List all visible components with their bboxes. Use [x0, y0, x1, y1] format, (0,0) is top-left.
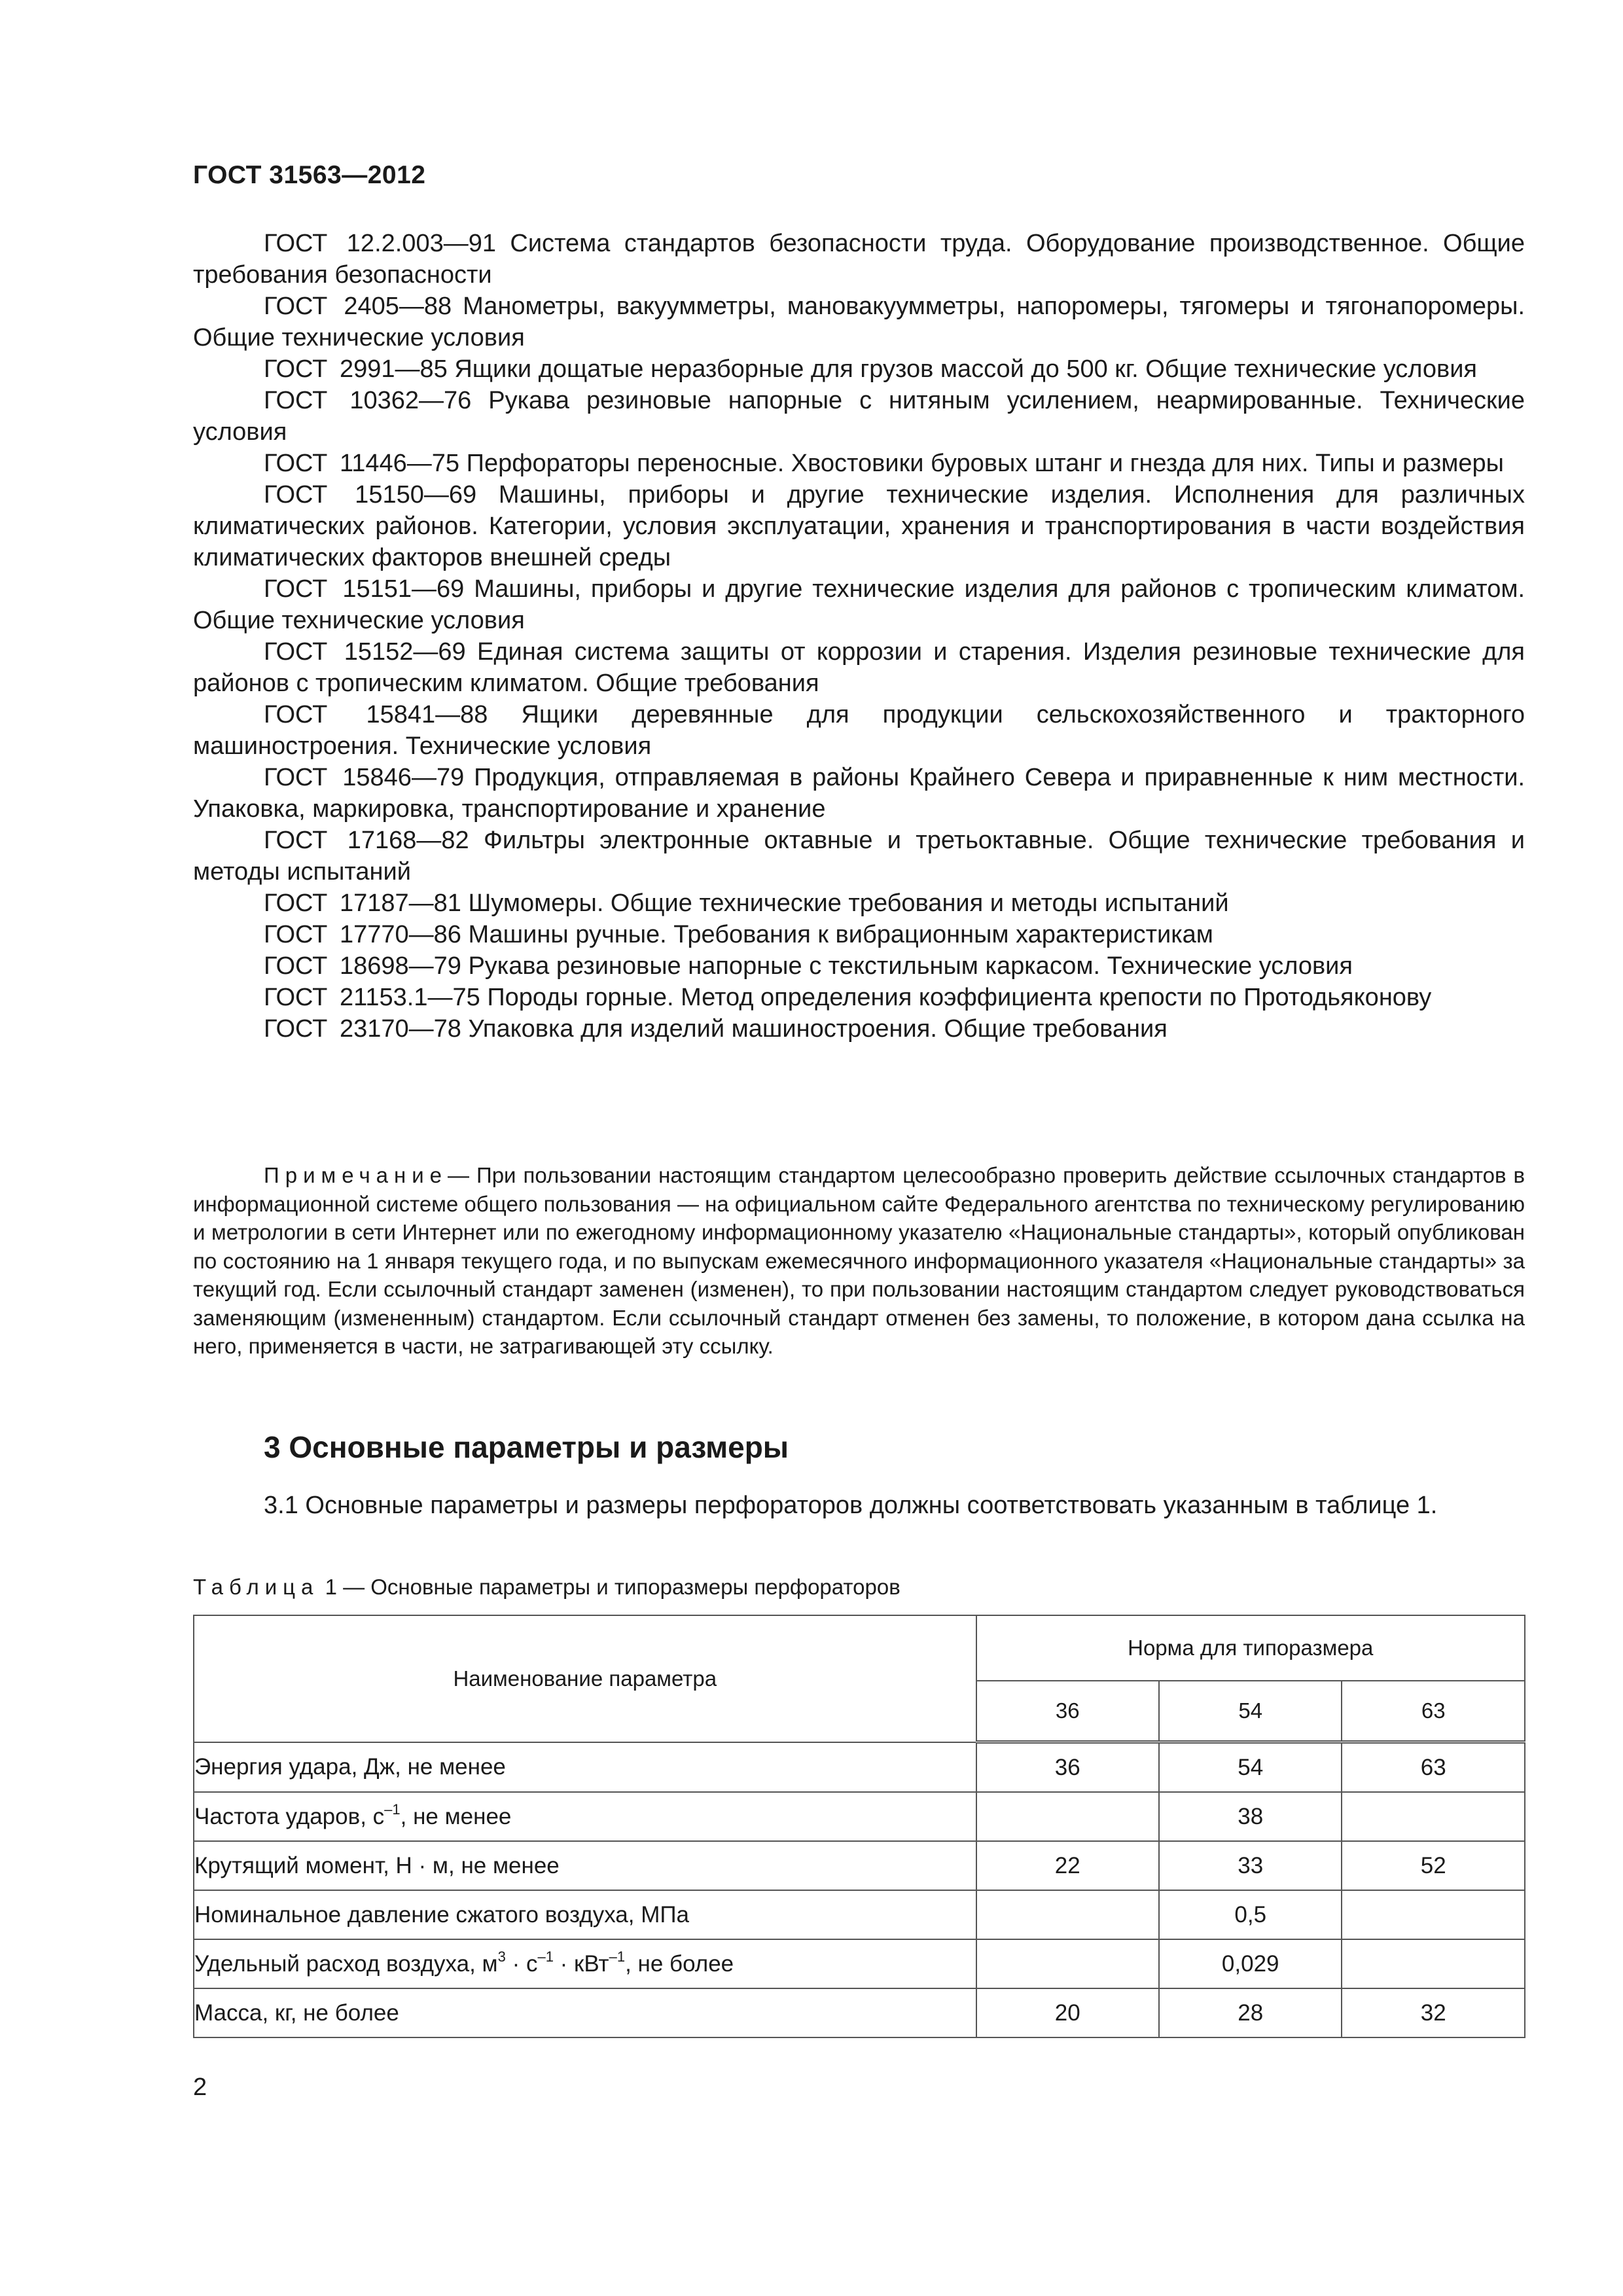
reference-item: [193, 636, 1525, 699]
param-name: Номинальное давление сжатого воздуха, МПа: [194, 1890, 976, 1939]
reference-code: ГОСТ 2405—88: [264, 293, 452, 320]
reference-title: Перфораторы переносные. Хвостовики буровых штанг и гнезда для них. Типы и размеры: [466, 450, 1504, 477]
reference-title: Рукава резиновые напорные с нитяным усилением, неармированные. Технические условия: [193, 387, 1525, 446]
header-parameter-name: Наименование параметра: [194, 1615, 976, 1742]
table-row: [194, 1742, 1525, 1793]
table-row: [194, 1988, 1525, 2037]
reference-item: [193, 699, 1525, 762]
value-36: [976, 1890, 1159, 1939]
reference-code: ГОСТ 12.2.003—91: [264, 230, 496, 257]
reference-item: [193, 888, 1525, 919]
reference-code: ГОСТ 15846—79: [264, 764, 465, 791]
reference-title: Ящики деревянные для продукции сельскохозяйственного и тракторного машиностроения. Технические условия: [193, 701, 1525, 760]
reference-item: [193, 825, 1525, 888]
value-63: 63: [1342, 1742, 1525, 1793]
reference-title: Продукция, отправляемая в районы Крайнего Севера и приравненные к ним местности. Упаковка, маркировка, транспортирование и хранение: [193, 764, 1525, 823]
value-63: [1342, 1792, 1525, 1841]
note-text: — При пользовании настоящим стандартом целесообразно проверить действие ссылочных стандартов в информационной системе общего пользования — на официальном сайте Федерального агентства по техническому регулированию и метрологии в сети Интернет или по ежегодному информационному указателю «Национальные стандарты», который опубликован по состоянию на 1 января текущего года, и по выпускам ежемесячного информационного указателя «Национальные стандарты» за текущий год. Если ссылочный стандарт заменен (изменен), то при пользовании настоящим стандартом следует руководствоваться заменяющим (измененным) стандартом. Если ссылочный стандарт отменен без замены, то положение, в котором дана ссылка на него, применяется в части, не затрагивающей эту ссылку.: [193, 1163, 1525, 1358]
reference-item: [193, 291, 1525, 353]
header-size-63: 63: [1342, 1681, 1525, 1742]
value-36: 20: [976, 1988, 1159, 2037]
table-row: [194, 1890, 1525, 1939]
reference-item: [193, 919, 1525, 950]
reference-item: [193, 479, 1525, 573]
reference-code: ГОСТ 23170—78: [264, 1015, 461, 1043]
reference-title: Машины, приборы и другие технические изделия. Исполнения для различных климатических районов. Категории, условия эксплуатации, хранения и транспортирования в части воздействия климатических факторов внешней среды: [193, 481, 1525, 571]
reference-item: [193, 1013, 1525, 1045]
value-54: 0,029: [1159, 1939, 1342, 1988]
param-name: Масса, кг, не более: [194, 1988, 976, 2037]
value-36: [976, 1792, 1159, 1841]
reference-title: Манометры, вакуумметры, мановакуумметры, напоромеры, тягомеры и тягонапоромеры. Общие технические условия: [193, 293, 1525, 351]
reference-item: [193, 950, 1525, 982]
value-54: 0,5: [1159, 1890, 1342, 1939]
note-label: Примечание: [264, 1163, 448, 1187]
table-row: [194, 1792, 1525, 1841]
reference-code: ГОСТ 17187—81: [264, 889, 461, 917]
reference-item: [193, 228, 1525, 291]
reference-code: ГОСТ 15152—69: [264, 638, 466, 666]
reference-item: [193, 982, 1525, 1013]
reference-item: [193, 762, 1525, 825]
reference-item: [193, 353, 1525, 385]
param-name: Крутящий момент, Н · м, не менее: [194, 1841, 976, 1890]
value-36: 36: [976, 1742, 1159, 1793]
value-54: 28: [1159, 1988, 1342, 2037]
header-size-36: 36: [976, 1681, 1159, 1742]
value-36: [976, 1939, 1159, 1988]
header-norm: Норма для типоразмера: [976, 1615, 1525, 1681]
value-63: 52: [1342, 1841, 1525, 1890]
normative-references: [193, 228, 1525, 1045]
reference-title: Машины, приборы и другие технические изделия для районов с тропическим климатом. Общие технические условия: [193, 575, 1525, 634]
reference-code: ГОСТ 15841—88: [264, 701, 488, 728]
param-name: Удельный расход воздуха, $м^3 \cdot с^{-1} \cdot кВт^{-1}$, не более: [194, 1939, 976, 1988]
reference-code: ГОСТ 17770—86: [264, 921, 461, 948]
reference-code: ГОСТ 21153.1—75: [264, 984, 480, 1011]
reference-title: Машины ручные. Требования к вибрационным характеристикам: [468, 921, 1213, 948]
reference-item: [193, 385, 1525, 448]
table-row: [194, 1841, 1525, 1890]
reference-code: ГОСТ 15150—69: [264, 481, 477, 509]
section-paragraph: 3.1 Основные параметры и размеры перфораторов должны соответствовать указанным в таблице 1.: [264, 1492, 1438, 1519]
table-caption-text: 1 — Основные параметры и типоразмеры перфораторов: [325, 1575, 901, 1599]
page-header: ГОСТ 31563—2012: [193, 161, 426, 189]
value-63: [1342, 1890, 1525, 1939]
reference-code: ГОСТ 15151—69: [264, 575, 465, 603]
reference-code: ГОСТ 18698—79: [264, 952, 461, 980]
value-54: 54: [1159, 1742, 1342, 1793]
value-63: [1342, 1939, 1525, 1988]
table-caption: [193, 1575, 901, 1600]
reference-code: ГОСТ 17168—82: [264, 827, 469, 854]
parameters-table: [193, 1615, 1525, 2038]
value-36: 22: [976, 1841, 1159, 1890]
param-name: Частота ударов, $с^{-1}$, не менее: [194, 1792, 976, 1841]
value-54: 38: [1159, 1792, 1342, 1841]
reference-title: Система стандартов безопасности труда. Оборудование производственное. Общие требования безопасности: [193, 230, 1525, 289]
reference-title: Фильтры электронные октавные и третьоктавные. Общие технические требования и методы испытаний: [193, 827, 1525, 886]
reference-title: Рукава резиновые напорные с текстильным каркасом. Технические условия: [468, 952, 1353, 980]
table-row: [194, 1939, 1525, 1988]
page-number: 2: [193, 2073, 207, 2101]
value-54: 33: [1159, 1841, 1342, 1890]
reference-title: Шумомеры. Общие технические требования и методы испытаний: [468, 889, 1229, 917]
section-title: 3 Основные параметры и размеры: [264, 1430, 789, 1464]
reference-title: Породы горные. Метод определения коэффициента крепости по Протодьяконову: [487, 984, 1432, 1011]
reference-title: Упаковка для изделий машиностроения. Общие требования: [468, 1015, 1168, 1043]
reference-code: ГОСТ 11446—75: [264, 450, 460, 477]
table-caption-label: Таблица: [193, 1575, 319, 1599]
reference-item: [193, 448, 1525, 479]
header-size-54: 54: [1159, 1681, 1342, 1742]
reference-item: [193, 573, 1525, 636]
reference-title: Ящики дощатые неразборные для грузов массой до 500 кг. Общие технические условия: [454, 355, 1478, 383]
value-63: 32: [1342, 1988, 1525, 2037]
reference-title: Единая система защиты от коррозии и старения. Изделия резиновые технические для районов с тропическим климатом. Общие требования: [193, 638, 1525, 697]
param-name: Энергия удара, Дж, не менее: [194, 1742, 976, 1793]
reference-code: ГОСТ 2991—85: [264, 355, 448, 383]
note-paragraph: [193, 1161, 1525, 1361]
reference-code: ГОСТ 10362—76: [264, 387, 472, 414]
